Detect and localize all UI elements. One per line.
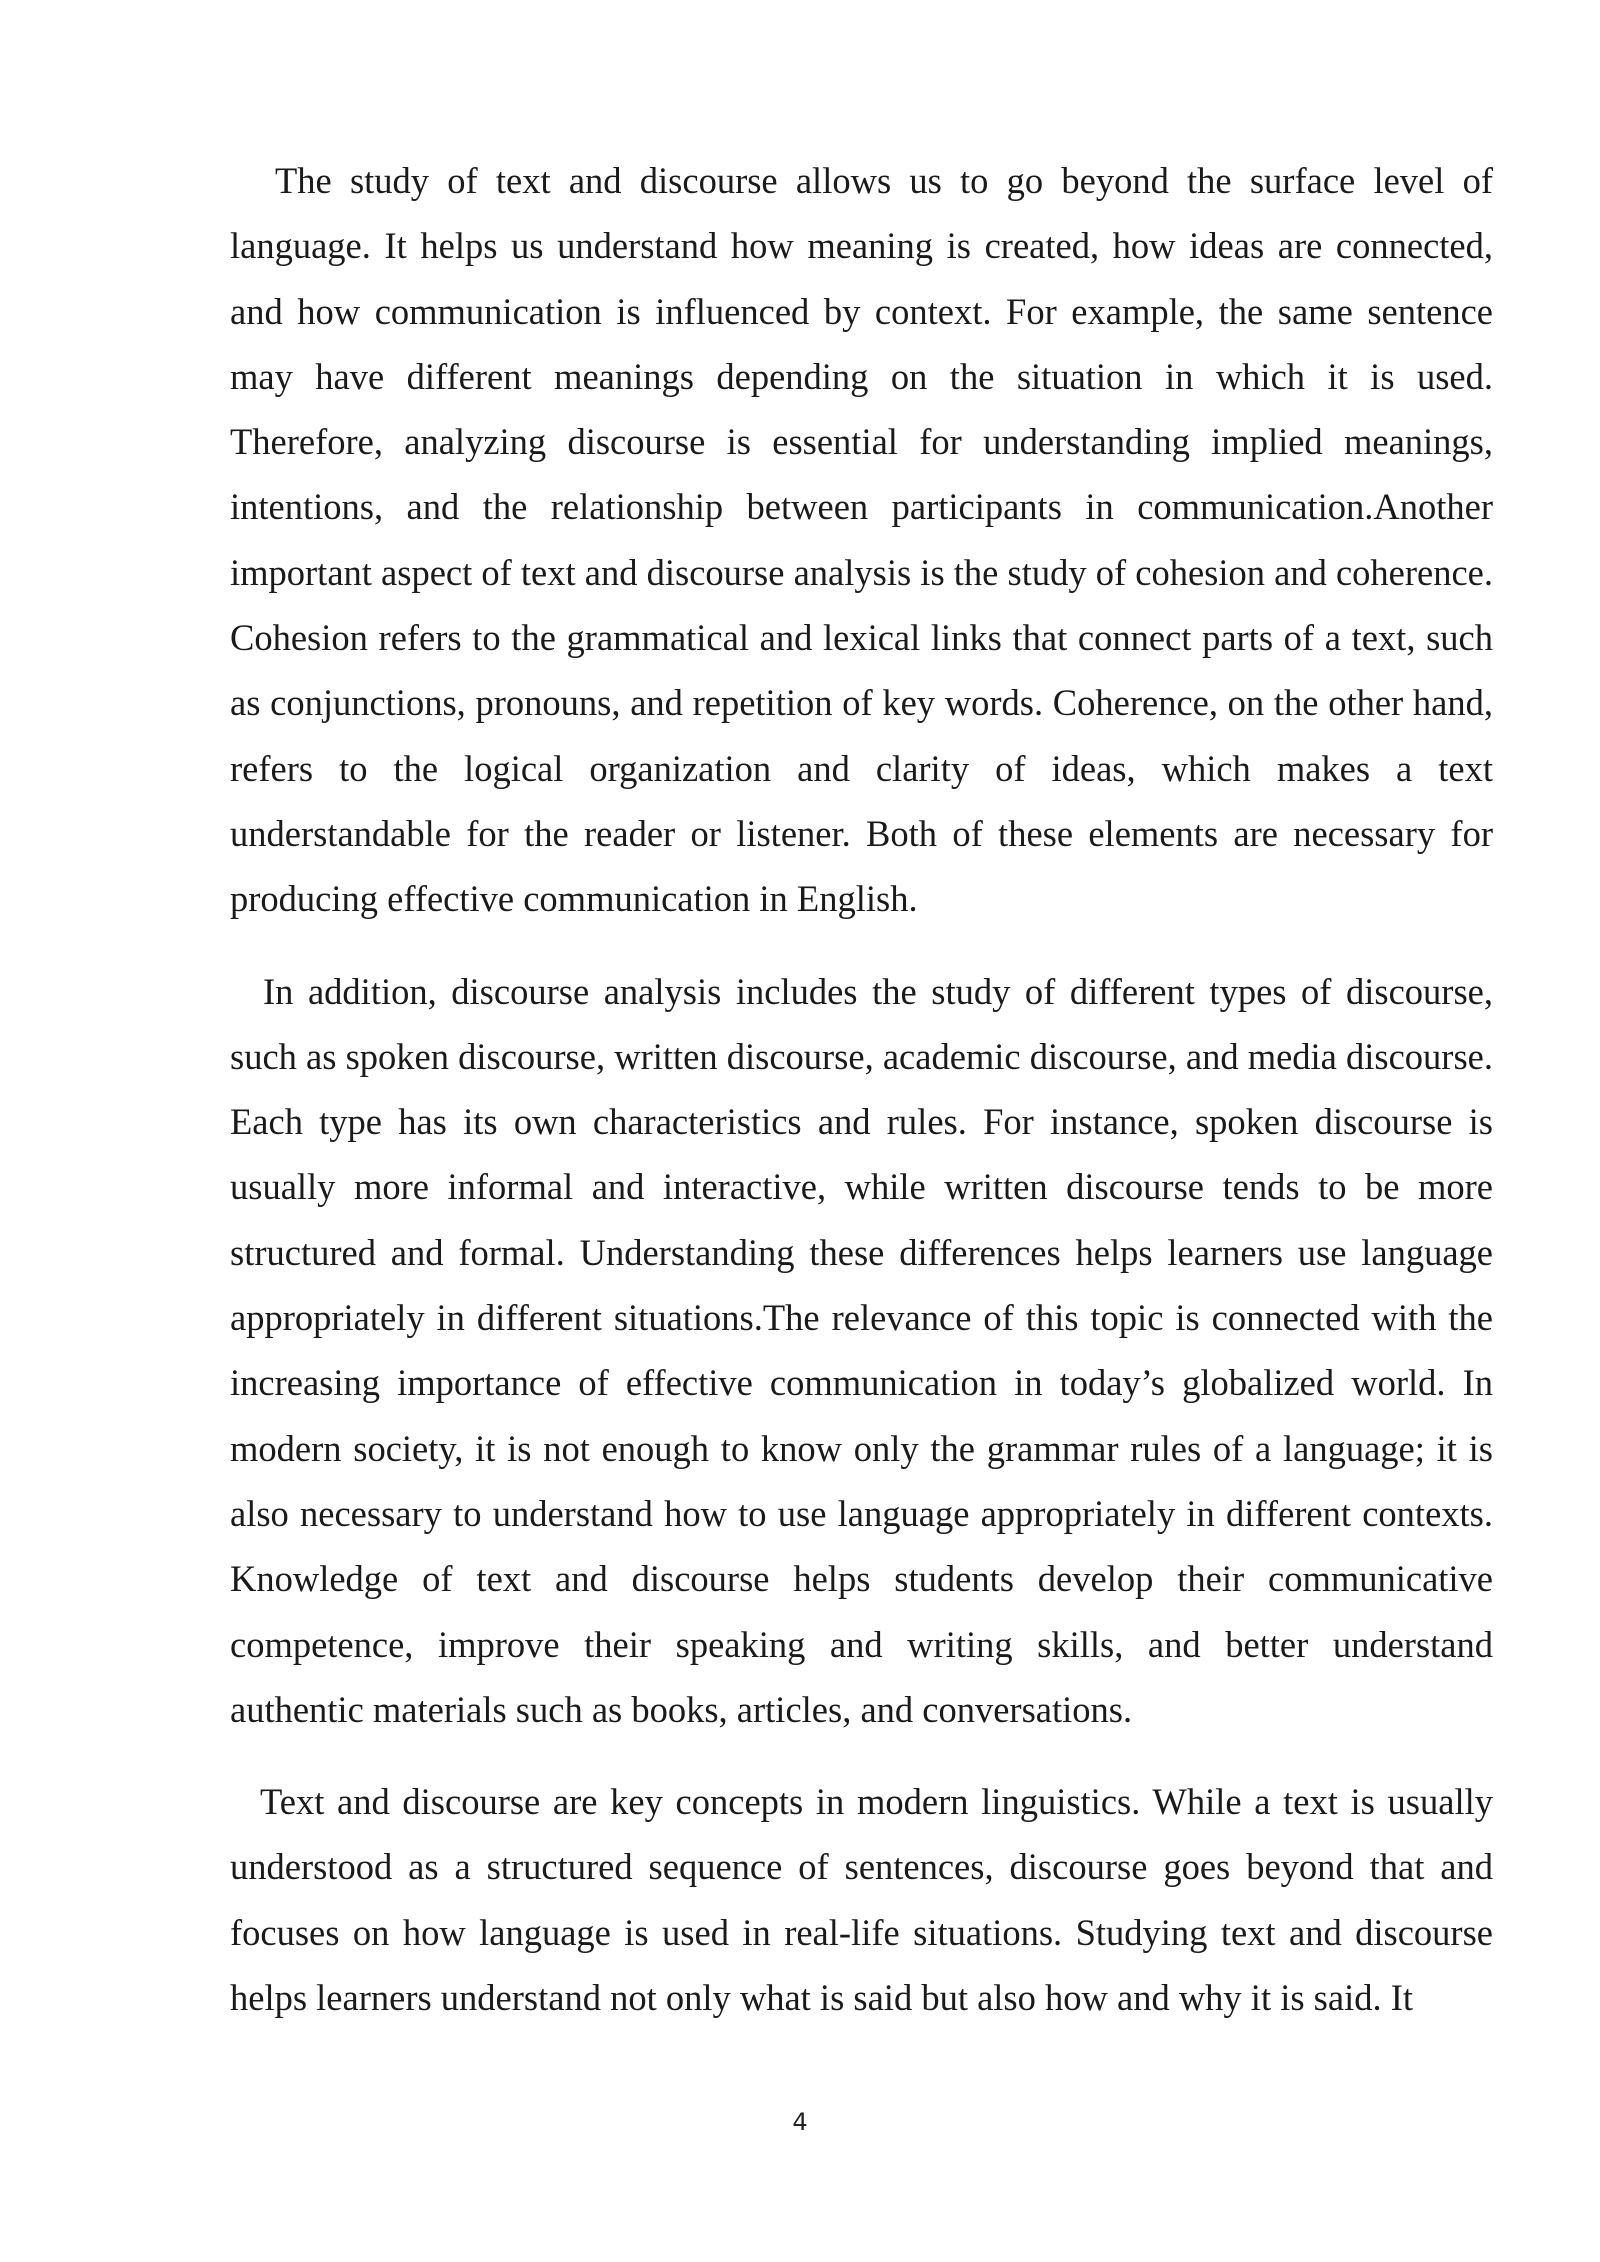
page-number: 4 bbox=[792, 2108, 808, 2136]
paragraph: In addition, discourse analysis includes the study of different types of discourse, such as spoken discourse, written discourse, academic discourse, and media discourse. Each type has its own characteristics and rules. For instance, spoken discourse is usually more informal and interactive, while written discourse tends to be more structured and formal. Understanding these differences helps learners use language appropriately in different situations.The relevance of this topic is connected with the increasing importance of effective communication in today’s globalized world. In modern society, it is not enough to know only the grammar rules of a language; it is also necessary to understand how to use language appropriately in different contexts. Knowledge of text and discourse helps students develop their communicative competence, improve their speaking and writing skills, and better understand authentic materials such as books, articles, and conversations. bbox=[230, 970, 1493, 1730]
paragraph: The study of text and discourse allows us to go beyond the surface level of language. It helps us understand how meaning is created, how ideas are connected, and how communication is influenced by context. For example, the same sentence may have different meanings depending on the situation in which it is used. Therefore, analyzing discourse is essential for understanding implied meanings, intentions, and the relationship between participants in communication.Another important aspect of text and discourse analysis is the study of cohesion and coherence. Cohesion refers to the grammatical and lexical links that connect parts of a text, such as conjunctions, pronouns, and repetition of key words. Coherence, on the other hand, refers to the logical organization and clarity of ideas, which makes a text understandable for the reader or listener. Both of these elements are necessary for producing effective communication in English. bbox=[230, 160, 1493, 920]
paragraph: Text and discourse are key concepts in modern linguistics. While a text is usually understood as a structured sequence of sentences, discourse goes beyond that and focuses on how language is used in real-life situations. Studying text and discourse helps learners understand not only what is said but also how and why it is said. It bbox=[230, 1781, 1493, 2019]
body-text bbox=[230, 148, 1493, 2030]
